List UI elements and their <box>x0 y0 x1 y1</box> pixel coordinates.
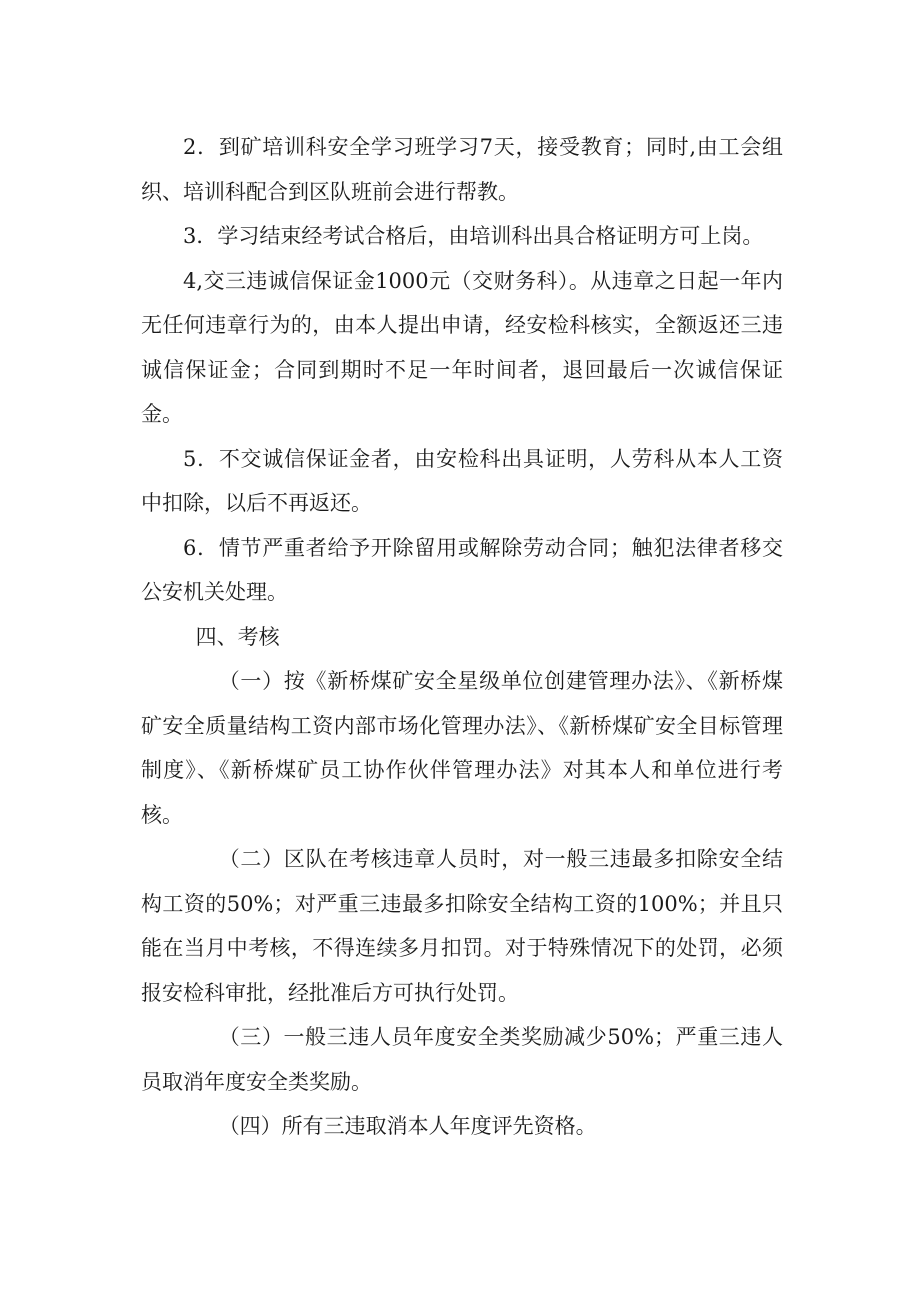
assessment-item-1: （一）按《新桥煤矿安全星级单位创建管理办法》、《新桥煤矿安全质量结构工资内部市场化管理办法》、《新桥煤矿安全目标管理制度》、《新桥煤矿员工协作伙伴管理办法》对其本人和单位进行考核。 <box>141 669 783 827</box>
document-body <box>141 125 783 1149</box>
paragraph-item-6: 6．情节严重者给予开除留用或解除劳动合同；触犯法律者移交公安机关处理。 <box>141 535 783 604</box>
section-heading-assessment: 四、考核 <box>195 624 280 649</box>
assessment-item-4: （四）所有三违取消本人年度评先资格。 <box>218 1114 597 1138</box>
assessment-item-2: （二）区队在考核违章人员时，对一般三违最多扣除安全结构工资的50%；对严重三违最多扣除安全结构工资的100%；并且只能在当月中考核，不得连续多月扣罚。对于特殊情况下的处罚，必须报安检科审批，经批准后方可执行处罚。 <box>141 847 783 1005</box>
paragraph-item-3: 3．学习结束经考试合格后，由培训科出具合格证明方可上岗。 <box>183 224 764 248</box>
paragraph-item-5: 5．不交诚信保证金者，由安检科出具证明，人劳科从本人工资中扣除，以后不再返还。 <box>141 446 783 515</box>
assessment-item-3: （三）一般三违人员年度安全类奖励减少50%；严重三违人员取消年度安全类奖励。 <box>141 1025 783 1094</box>
paragraph-item-4: 4,交三违诚信保证金1000元（交财务科）。从违章之日起一年内无任何违章行为的，由本人提出申请，经安检科核实，全额返还三违诚信保证金；合同到期时不足一年时间者，退回最后一次诚信保证金。 <box>141 268 783 426</box>
paragraph-item-2: 2．到矿培训科安全学习班学习7天，接受教育；同时,由工会组织、培训科配合到区队班前会进行帮教。 <box>141 135 783 204</box>
